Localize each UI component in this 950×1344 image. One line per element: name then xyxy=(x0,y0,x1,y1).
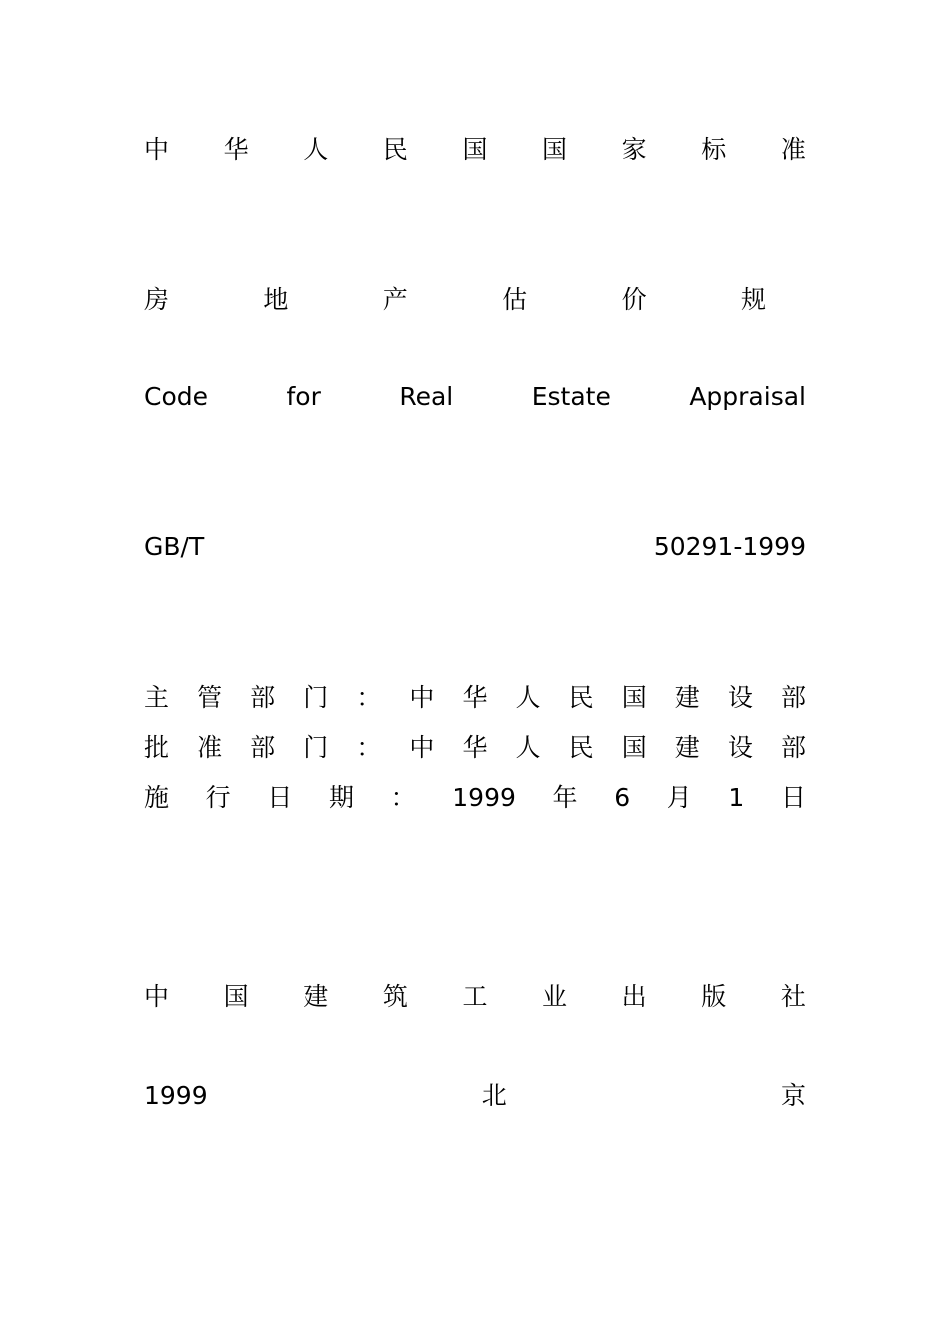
text-token: 施 xyxy=(144,783,170,812)
text-token: Appraisal xyxy=(689,382,806,411)
approving-department-line xyxy=(144,731,806,765)
text-token: 门 xyxy=(303,733,329,762)
text-token: 价 xyxy=(621,285,647,314)
text-token: 民 xyxy=(382,135,408,164)
text-token: 管 xyxy=(197,683,223,712)
text-token: GB/T xyxy=(144,532,205,561)
text-token: 估 xyxy=(502,285,528,314)
text-token: 建 xyxy=(303,982,329,1011)
text-token: 准 xyxy=(780,135,806,164)
text-token: 批 xyxy=(144,733,170,762)
text-token: 国 xyxy=(542,135,568,164)
text-token: 标 xyxy=(701,135,727,164)
text-token: 中 xyxy=(144,982,170,1011)
text-token: 华 xyxy=(223,135,249,164)
standard-title-line xyxy=(144,133,806,167)
text-token: 年 xyxy=(552,783,578,812)
text-token: ： xyxy=(390,783,416,812)
text-token: 建 xyxy=(674,683,700,712)
text-token: 部 xyxy=(780,683,806,712)
text-token: 工 xyxy=(462,982,488,1011)
text-token: 1999 xyxy=(144,1081,208,1110)
text-token: 期 xyxy=(328,783,354,812)
text-token: 家 xyxy=(621,135,647,164)
text-token: 部 xyxy=(780,733,806,762)
text-token: 社 xyxy=(780,982,806,1011)
text-token: ： xyxy=(356,683,382,712)
text-token: 1 xyxy=(728,783,745,812)
text-token: 国 xyxy=(462,135,488,164)
text-token: 主 xyxy=(144,683,170,712)
text-token: 日 xyxy=(267,783,293,812)
text-token: 出 xyxy=(621,982,647,1011)
text-token: 产 xyxy=(382,285,408,314)
text-token: 国 xyxy=(621,683,647,712)
text-token: 筑 xyxy=(382,982,408,1011)
text-token: 京 xyxy=(780,1081,806,1110)
standard-code-line xyxy=(144,530,806,564)
text-token: 中 xyxy=(144,135,170,164)
text-token: 民 xyxy=(568,733,594,762)
text-token: 人 xyxy=(515,733,541,762)
standard-name-chinese xyxy=(144,283,766,317)
text-token: 民 xyxy=(568,683,594,712)
publisher-line xyxy=(144,980,806,1014)
publication-year-place-line xyxy=(144,1079,806,1113)
managing-department-line xyxy=(144,681,806,715)
text-token: 建 xyxy=(674,733,700,762)
text-token: 华 xyxy=(462,733,488,762)
text-token: 版 xyxy=(701,982,727,1011)
text-token: 1999 xyxy=(452,783,516,812)
text-token: 北 xyxy=(481,1081,507,1110)
text-token: 6 xyxy=(614,783,631,812)
text-token: 国 xyxy=(621,733,647,762)
text-token: 行 xyxy=(205,783,231,812)
text-token: 业 xyxy=(542,982,568,1011)
text-token: 地 xyxy=(263,285,289,314)
text-token: 设 xyxy=(727,683,753,712)
text-token: 中 xyxy=(409,683,435,712)
text-token: 部 xyxy=(250,733,276,762)
text-token: 规 xyxy=(740,285,766,314)
text-token: 华 xyxy=(462,683,488,712)
text-token: 月 xyxy=(666,783,692,812)
text-token: Real xyxy=(399,382,454,411)
text-token: 50291-1999 xyxy=(653,532,806,561)
text-token: 设 xyxy=(727,733,753,762)
text-token: 日 xyxy=(780,783,806,812)
text-token: 国 xyxy=(223,982,249,1011)
standard-name-english xyxy=(144,380,806,414)
text-token: 准 xyxy=(197,733,223,762)
text-token: 人 xyxy=(515,683,541,712)
text-token: 部 xyxy=(250,683,276,712)
text-token: 房 xyxy=(144,285,170,314)
text-token: Estate xyxy=(531,382,611,411)
text-token: 门 xyxy=(303,683,329,712)
text-token: 人 xyxy=(303,135,329,164)
text-token: Code xyxy=(144,382,209,411)
effective-date-line xyxy=(144,781,806,815)
text-token: 中 xyxy=(409,733,435,762)
text-token: ： xyxy=(356,733,382,762)
text-token: for xyxy=(286,382,321,411)
